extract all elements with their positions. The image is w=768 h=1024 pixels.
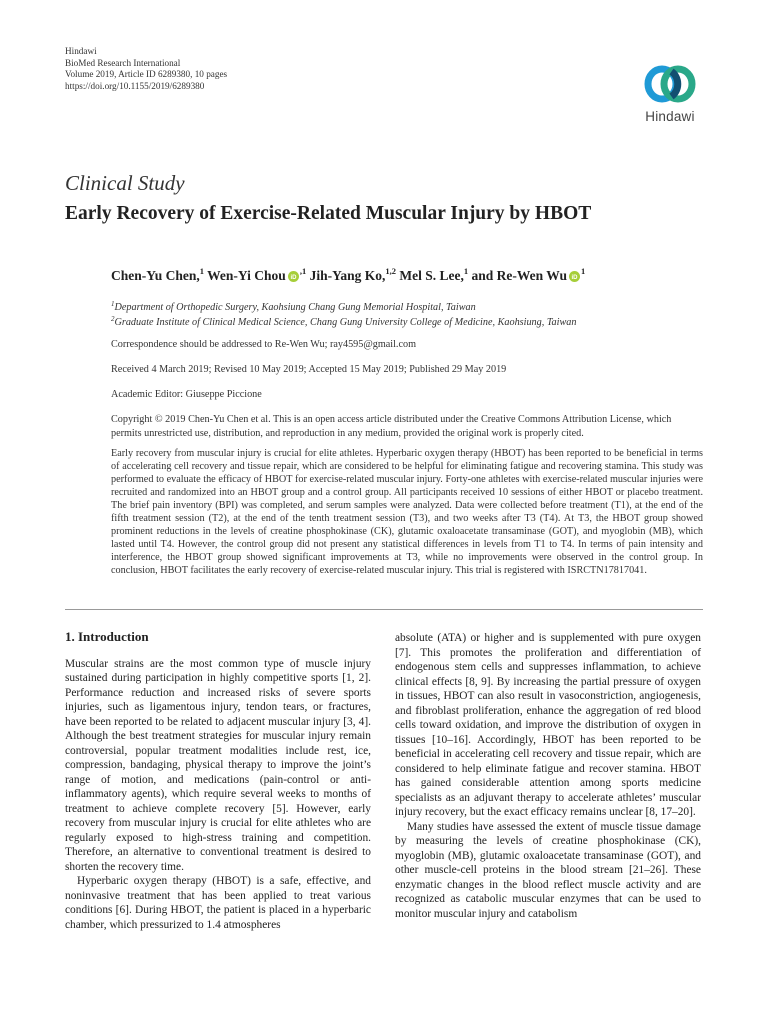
abstract: Early recovery from muscular injury is crucial for elite athletes. Hyperbaric oxygen therapy (HBOT) has been reported to be beneficial in terms of accelerating cell recovery and tissue repair, which are considered to be helpful for eliminating fatigue and recovering stamina. This study was performed to evaluate the efficacy of HBOT for exercise-related muscular injury. Forty-one athletes with exercise-related muscular injuries were recruited and randomized into an HBOT group and a control group. All participants received 10 sessions of either HBOT or placebo treatment. The brief pain inventory (BPI) was completed, and serum samples were analyzed. Data were collected before treatment (T1), at the end of the fifth treatment session (T2), at the end of the tenth treatment session (T3), and two weeks after T3 (T4). At T3, the HBOT group showed prominent reductions in the levels of creatine phosphokinase (CK), glutamic oxaloacetate transaminase (GOT), and myoglobin (MB), which lasted until T4. However, the control group did not present any statistical differences in levels from T1 to T4. In terms of pain intensity and interference, the HBOT group showed significant improvements at T3, while no improvements were observed in the control group. In conclusion, HBOT facilitates the early recovery of exercise-related muscular injury. This trial is registered with ISRCTN17817041.: [111, 448, 703, 577]
body-paragraph: absolute (ATA) or higher and is supplemented with pure oxygen [7]. This promotes the proliferation and differentiation of endogenous stem cells and suppresses inflammation, to achieve clinical effects [8, 9]. By increasing the partial pressure of oxygen in tissues, HBOT can also result in vasoconstriction, angiogenesis, and fibroblast proliferation, enhance the aggregation of red blood cells toward oxidation, and improve the distribution of oxygen in tissues [10–16]. Accordingly, HBOT has been reported to be beneficial in accelerating cell recovery and tissue repair, which are considered to help eliminate fatigue and recover stamina. HBOT has gained considerable attention among sports medicine specialists as an adjuvant therapy to accelerate athletes’ muscular injury recovery, but the exact efficacy remains unclear [8, 17–20].: [395, 632, 701, 818]
article-type: Clinical Study: [65, 171, 185, 195]
article-title: Early Recovery of Exercise-Related Muscular Injury by HBOT: [65, 203, 592, 224]
affiliations: [111, 300, 576, 330]
affiliation-number: 1: [111, 300, 115, 308]
article-dates: Received 4 March 2019; Revised 10 May 2019; Accepted 15 May 2019; Published 29 May 2019: [111, 364, 507, 375]
author-list: [111, 268, 585, 286]
author-name: Mel S. Lee,: [399, 268, 464, 283]
affiliation-item: [111, 315, 576, 330]
author-affiliation-mark: 1: [580, 266, 586, 276]
author-affiliation-mark: 1: [199, 266, 205, 276]
section-divider: [65, 609, 703, 610]
author-name: Chen-Yu Chen,: [111, 268, 200, 283]
academic-editor: Academic Editor: Giuseppe Piccione: [111, 389, 262, 400]
correspondence: Correspondence should be addressed to Re-Wen Wu; ray4595@gmail.com: [111, 339, 417, 350]
author-affiliation-mark: 1,2: [385, 266, 396, 276]
affiliation-text: Department of Orthopedic Surgery, Kaohsiung Chang Gung Memorial Hospital, Taiwan: [114, 302, 476, 313]
copyright-notice: Copyright © 2019 Chen-Yu Chen et al. This is an open access article distributed under the Creative Commons Attribution License, which permits unrestricted use, distribution, and reproduction in any medium, provided the original work is properly cited.: [111, 414, 672, 440]
author-name: Wen-Yi Chou: [207, 268, 286, 283]
body-paragraph: Muscular strains are the most common type of muscle injury sustained during participation in highly competitive sports [1, 2]. Performance reduction and increased risks of severe sports injuries, such as ligamentous injury, tendon tears, or fractures, have been reported to be related to adjacent muscular injury [3, 4]. Although the best treatment strategies for muscular injury remain controversial, popular treatment modalities include rest, ice, compression, bandaging, physical therapy to improve the joint’s range of motion, and medications (pain-control or anti-inflammatory agents), which require several weeks to months of treatment to achieve complete recovery [5]. However, early recovery from muscular injury is crucial for elite athletes who are regularly exposed to high-stress training and competition. Therefore, an alternative to conventional treatment is desired to shorten the recovery time.: [65, 657, 371, 873]
doi-link[interactable]: https://doi.org/10.1155/2019/6289380: [65, 80, 205, 91]
svg-text:iD: iD: [290, 274, 297, 281]
svg-text:iD: iD: [571, 274, 578, 281]
affiliation-item: [111, 300, 576, 315]
body-paragraph: Hyperbaric oxygen therapy (HBOT) is a safe, effective, and noninvasive treatment that has been applied to treat various conditions [6]. During HBOT, the patient is placed in a hyperbaric chamber, which pressurized to 1.4 atmospheres: [65, 875, 371, 931]
orcid-icon[interactable]: [569, 270, 580, 286]
journal-meta: [65, 46, 227, 92]
hindawi-logo: [632, 62, 708, 124]
author-affiliation-mark: 1: [463, 266, 469, 276]
author-affiliation-mark: ,1: [299, 266, 307, 276]
body-paragraph: Many studies have assessed the extent of muscle tissue damage by measuring the levels of creatine phosphokinase (CK), myoglobin (MB), glutamic oxaloacetate transaminase (GOT), and other muscle-cell proteins in the blood stream [21–26]. These enzymatic changes in the blood reflect muscle activity and are recognized as catabolic muscular enzymes that can be used to monitor muscular injury and catabolism: [395, 820, 701, 920]
affiliation-number: 2: [111, 315, 115, 323]
journal-name: BioMed Research International: [65, 57, 181, 68]
body-column-left: [65, 630, 371, 932]
hindawi-logo-text: Hindawi: [645, 109, 695, 124]
section-heading: 1. Introduction: [65, 629, 149, 644]
publisher-name: Hindawi: [65, 46, 97, 56]
affiliation-text: Graduate Institute of Clinical Medical Science, Chang Gung University College of Medicine, Kaohsiung, Taiwan: [114, 317, 577, 328]
author-name: and Re-Wen Wu: [471, 268, 567, 283]
author-name: Jih-Yang Ko,: [309, 268, 386, 283]
volume-info: Volume 2019, Article ID 6289380, 10 pages: [65, 69, 228, 80]
orcid-icon[interactable]: [288, 270, 299, 286]
hindawi-logo-icon: [642, 62, 698, 108]
body-column-right: [395, 631, 701, 921]
